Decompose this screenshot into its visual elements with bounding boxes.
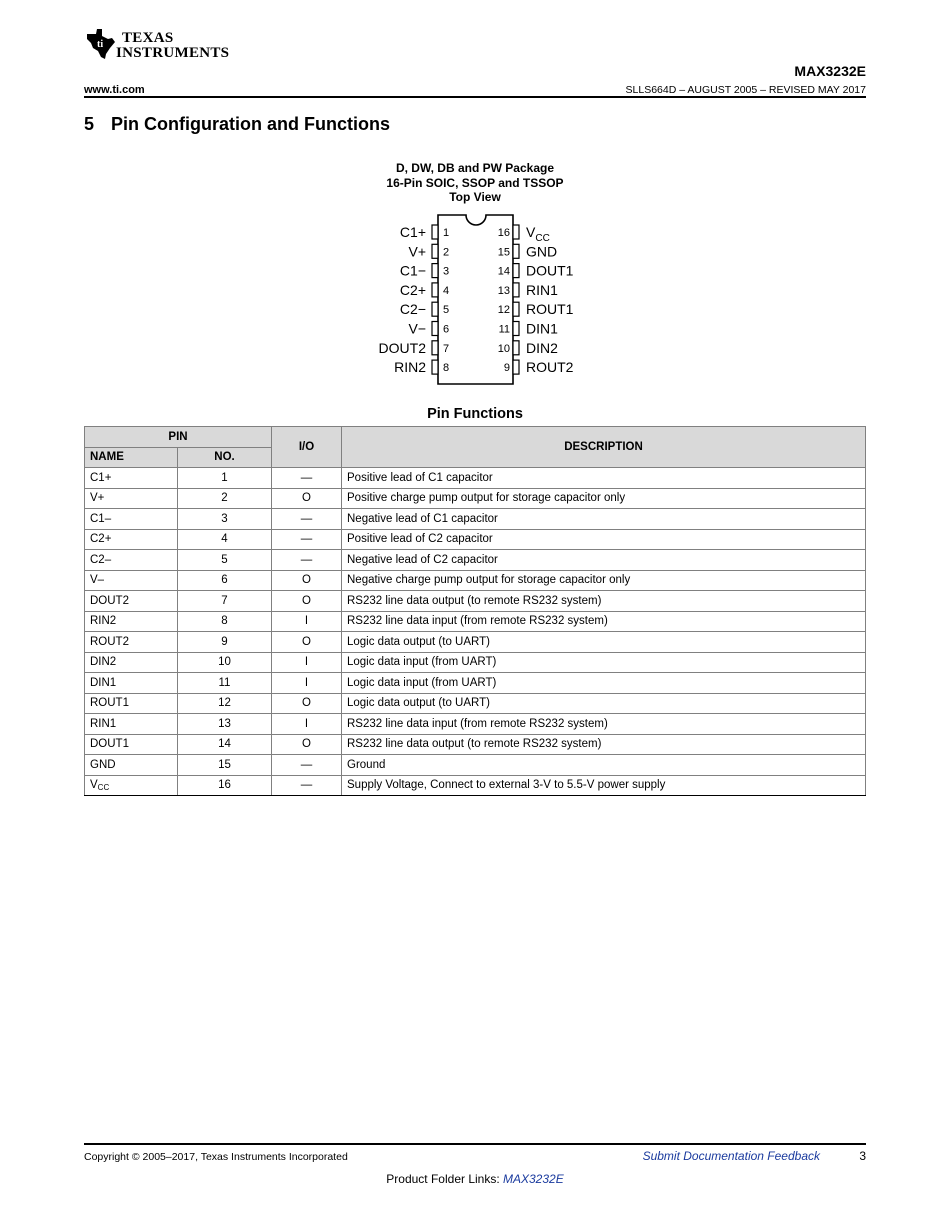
table-row <box>85 550 866 571</box>
svg-text:ti: ti <box>97 39 104 50</box>
pin-number: 7 <box>443 342 450 355</box>
header-divider <box>84 96 866 98</box>
cell-no: 12 <box>178 693 272 714</box>
cell-name: DOUT1 <box>85 734 178 755</box>
page-number: 3 <box>859 1149 866 1163</box>
pin-number: 13 <box>497 284 510 297</box>
pin-number: 4 <box>443 284 450 297</box>
table-row <box>85 775 866 796</box>
header-pin: PIN <box>85 427 272 448</box>
cell-name <box>85 775 178 796</box>
table-row <box>85 693 866 714</box>
cell-name: C1– <box>85 509 178 530</box>
pin-label: C1+ <box>399 224 426 240</box>
pin-lead <box>432 283 438 297</box>
cell-description: RS232 line data output (to remote RS232 system) <box>342 591 866 612</box>
pin-label: C2− <box>399 301 426 318</box>
cell-no: 4 <box>178 529 272 550</box>
pin-label <box>526 359 574 375</box>
vcc-sub: CC <box>97 782 110 792</box>
header-no: NO. <box>178 447 272 468</box>
cell-name: V– <box>85 570 178 591</box>
pin-label: V− <box>408 320 426 337</box>
pin-number: 1 <box>443 227 450 239</box>
pin-lead <box>432 360 438 374</box>
cell-io: I <box>272 714 342 735</box>
pin-label: DOUT2 <box>378 339 426 356</box>
table-row <box>85 529 866 550</box>
pin-label: C2+ <box>399 281 426 298</box>
cell-name: C1+ <box>85 468 178 489</box>
cell-description: Positive lead of C2 capacitor <box>342 529 866 550</box>
cell-description: Ground <box>342 755 866 776</box>
pin-lead <box>513 264 519 278</box>
pin-label: V+ <box>408 243 426 260</box>
folder-label: Product Folder Links: <box>386 1172 503 1186</box>
cell-description: Positive charge pump output for storage capacitor only <box>342 488 866 509</box>
table-row <box>85 591 866 612</box>
header-name: NAME <box>85 447 178 468</box>
table-title: Pin Functions <box>427 406 523 422</box>
pin-lead <box>432 341 438 355</box>
cell-description: Supply Voltage, Connect to external 3-V to 5.5-V power supply <box>342 775 866 796</box>
pin-lead <box>432 322 438 336</box>
cell-name: DIN2 <box>85 652 178 673</box>
cell-description: Logic data output (to UART) <box>342 632 866 653</box>
pin-lead <box>513 341 519 355</box>
cell-no: 9 <box>178 632 272 653</box>
cell-description: Logic data input (from UART) <box>342 652 866 673</box>
pin-label-text: RIN1 <box>526 281 558 298</box>
cell-no: 8 <box>178 611 272 632</box>
product-folder-links <box>0 1172 950 1186</box>
cell-name: V+ <box>85 488 178 509</box>
cell-description: Logic data output (to UART) <box>342 693 866 714</box>
pin-label <box>526 321 558 337</box>
pin-lead <box>432 302 438 316</box>
cell-io: O <box>272 693 342 714</box>
cell-description: Negative charge pump output for storage capacitor only <box>342 570 866 591</box>
cell-no: 11 <box>178 673 272 694</box>
ic-body-outline <box>438 215 513 384</box>
pin-number: 8 <box>443 362 450 375</box>
pin-number: 11 <box>498 323 510 336</box>
cell-no: 16 <box>178 775 272 796</box>
cell-io: — <box>272 755 342 776</box>
cell-name: RIN1 <box>85 714 178 735</box>
site-link[interactable]: www.ti.com <box>84 84 145 96</box>
table-row <box>85 632 866 653</box>
pin-label-text: DIN2 <box>526 339 558 356</box>
pin-label <box>526 243 557 259</box>
package-caption <box>300 161 650 205</box>
pin-lead <box>513 322 519 336</box>
pin-lead <box>513 360 519 374</box>
company-name-line2: INSTRUMENTS <box>116 45 230 61</box>
pin-number: 9 <box>503 362 510 375</box>
cell-no: 3 <box>178 509 272 530</box>
pin-number: 3 <box>443 265 450 278</box>
cell-io: — <box>272 529 342 550</box>
table-row <box>85 734 866 755</box>
pin-lead <box>513 225 519 239</box>
cell-name: C2+ <box>85 529 178 550</box>
section-number: 5 <box>84 114 95 134</box>
table-row <box>85 468 866 489</box>
pin-label <box>526 263 574 279</box>
texas-state-logo-icon <box>84 27 118 61</box>
header-io: I/O <box>272 427 342 468</box>
pin-label: RIN2 <box>394 359 426 376</box>
cell-name: DIN1 <box>85 673 178 694</box>
package-line1: D, DW, DB and PW Package <box>395 161 555 175</box>
table-row <box>85 611 866 632</box>
cell-no: 6 <box>178 570 272 591</box>
pin-label-text: DIN1 <box>526 320 558 337</box>
section-title: Pin Configuration and Functions <box>111 114 390 134</box>
pin-number: 16 <box>497 227 510 239</box>
cell-description: RS232 line data output (to remote RS232 system) <box>342 734 866 755</box>
pin-number: 5 <box>443 304 450 317</box>
vcc-main: V <box>90 778 98 791</box>
copyright: Copyright © 2005–2017, Texas Instruments Incorporated <box>84 1151 348 1163</box>
footer-divider <box>84 1143 866 1145</box>
table-row <box>85 488 866 509</box>
cell-no: 7 <box>178 591 272 612</box>
cell-description: RS232 line data input (from remote RS232 system) <box>342 611 866 632</box>
pinout-diagram <box>360 210 600 390</box>
pin-label-text: DOUT1 <box>526 262 574 279</box>
pin-lead <box>432 225 438 239</box>
ti-logo <box>84 27 234 63</box>
cell-name: ROUT1 <box>85 693 178 714</box>
cell-no: 14 <box>178 734 272 755</box>
pin-lead <box>513 244 519 258</box>
pin-label-subscript: CC <box>535 233 550 244</box>
pin-label: C1− <box>399 262 426 279</box>
feedback-link[interactable]: Submit Documentation Feedback <box>642 1149 820 1163</box>
pin-lead <box>432 264 438 278</box>
cell-no: 13 <box>178 714 272 735</box>
table-row <box>85 652 866 673</box>
cell-io: — <box>272 775 342 796</box>
pin-lead <box>432 244 438 258</box>
table-row <box>85 673 866 694</box>
cell-io: O <box>272 734 342 755</box>
cell-name: GND <box>85 755 178 776</box>
cell-description: Negative lead of C2 capacitor <box>342 550 866 571</box>
pin-label-text: ROUT1 <box>526 301 574 318</box>
cell-name: ROUT2 <box>85 632 178 653</box>
pin-functions-table <box>84 426 866 796</box>
pin-label-text: V <box>526 224 536 240</box>
cell-no: 2 <box>178 488 272 509</box>
pin-label-text: ROUT2 <box>526 359 574 376</box>
company-name <box>116 30 230 61</box>
cell-no: 5 <box>178 550 272 571</box>
revision-info: SLLS664D – AUGUST 2005 – REVISED MAY 2017 <box>625 84 866 96</box>
cell-io: I <box>272 652 342 673</box>
cell-no: 1 <box>178 468 272 489</box>
header-description: DESCRIPTION <box>342 427 866 468</box>
cell-io: I <box>272 611 342 632</box>
pin-lead <box>513 302 519 316</box>
cell-no: 10 <box>178 652 272 673</box>
table-row <box>85 570 866 591</box>
cell-description: RS232 line data input (from remote RS232 system) <box>342 714 866 735</box>
pin-number: 15 <box>497 246 510 259</box>
cell-io: — <box>272 468 342 489</box>
product-folder-link[interactable]: MAX3232E <box>503 1172 564 1186</box>
cell-io: O <box>272 632 342 653</box>
pin-label <box>526 340 558 356</box>
pin-number: 14 <box>497 265 510 278</box>
cell-name: DOUT2 <box>85 591 178 612</box>
cell-io: O <box>272 591 342 612</box>
table-row <box>85 755 866 776</box>
cell-description: Positive lead of C1 capacitor <box>342 468 866 489</box>
pin-number: 10 <box>497 342 510 355</box>
cell-no: 15 <box>178 755 272 776</box>
pin-label-text: GND <box>526 243 558 260</box>
pin-label <box>526 282 558 298</box>
cell-name: C2– <box>85 550 178 571</box>
section-heading <box>84 114 390 135</box>
cell-io: O <box>272 488 342 509</box>
package-line3: Top View <box>449 190 501 204</box>
package-line2: 16-Pin SOIC, SSOP and TSSOP <box>386 175 564 190</box>
table-body <box>85 468 866 796</box>
pin-number: 2 <box>443 246 450 259</box>
cell-io: O <box>272 570 342 591</box>
cell-io: — <box>272 509 342 530</box>
pin-label <box>526 224 550 244</box>
cell-io: I <box>272 673 342 694</box>
company-name-line1: TEXAS <box>122 30 174 46</box>
table-row <box>85 509 866 530</box>
pin-number: 6 <box>443 323 450 336</box>
cell-io: — <box>272 550 342 571</box>
pin-lead <box>513 283 519 297</box>
cell-description: Negative lead of C1 capacitor <box>342 509 866 530</box>
table-row <box>85 714 866 735</box>
pin-number: 12 <box>497 304 510 317</box>
pin-label <box>526 301 574 317</box>
part-number: MAX3232E <box>794 63 866 79</box>
cell-name: RIN2 <box>85 611 178 632</box>
cell-description: Logic data input (from UART) <box>342 673 866 694</box>
